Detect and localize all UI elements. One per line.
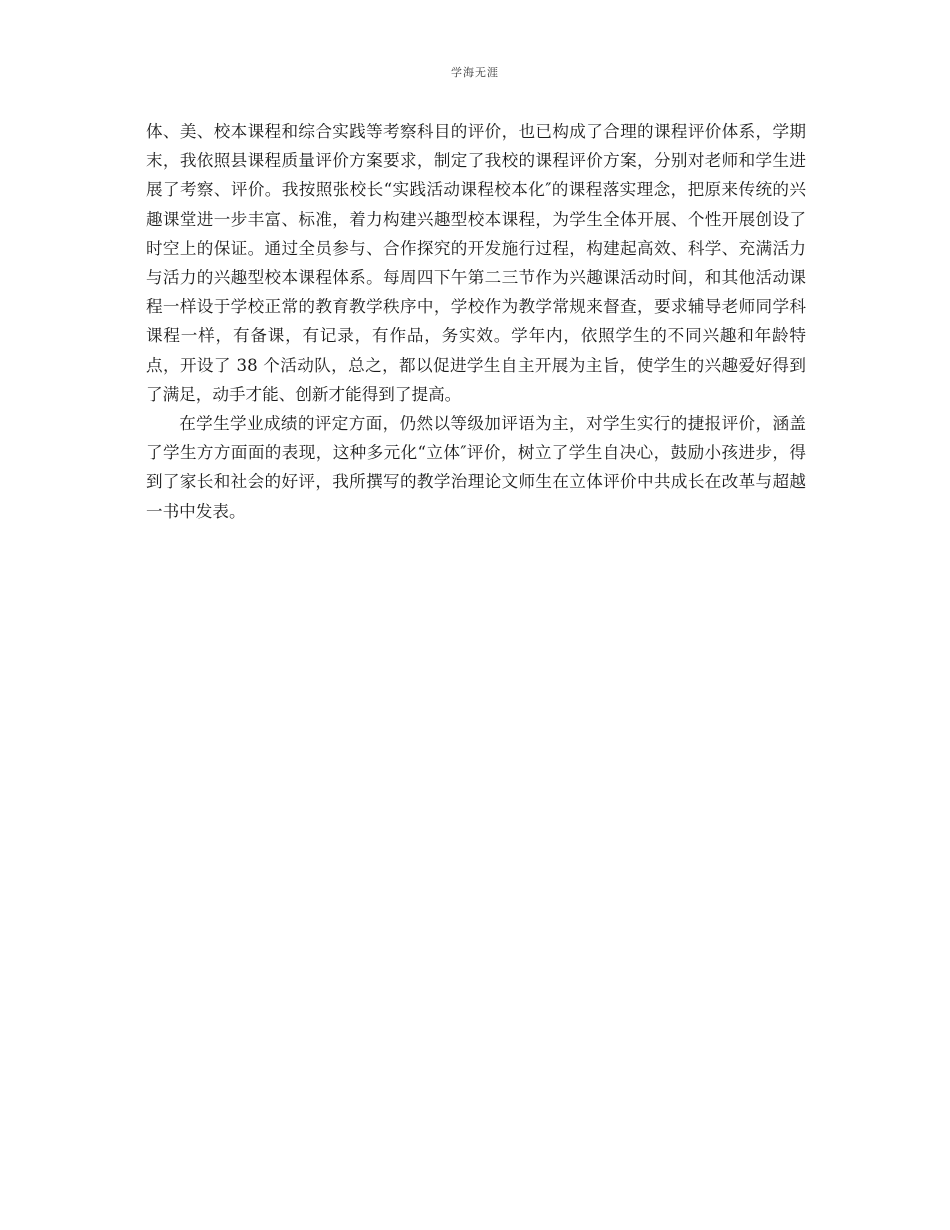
paragraph-evaluation: 在学生学业成绩的评定方面，仍然以等级加评语为主，对学生实行的捷报评价，涵盖了学生方方面面的表现，这种多元化“立体″评价，树立了学生自决心，鼓励小孩进步，得到了家长和社会的好评，我所撰写的教学治理论文师生在立体评价中共成长在改革与超越一书中发表。 [146, 414, 806, 521]
document-body [146, 117, 806, 526]
page-header: 学海无涯 [451, 66, 499, 79]
paragraph-continuation: 体、美、校本课程和综合实践等考察科目的评价，也已构成了合理的课程评价体系，学期末，我依照县课程质量评价方案要求，制定了我校的课程评价方案，分别对老师和学生进展了考察、评价。我按照张校长“实践活动课程校本化″的课程落实理念，把原来传统的兴趣课堂进一步丰富、标准，着力构建兴趣型校本课程，为学生全体开展、个性开展创设了时空上的保证。通过全员参与、合作探究的开发施行过程，构建起高效、科学、充满活力与活力的兴趣型校本课程体系。每周四下午第二三节作为兴趣课活动时间，和其他活动课程一样设于学校正常的教育教学秩序中，学校作为教学常规来督查，要求辅导老师同学科课程一样，有备课，有记录，有作品，务实效。学年内，依照学生的不同兴趣和年龄特点，开设了 38 个活动队，总之，都以促进学生自主开展为主旨，使学生的兴趣爱好得到了满足，动手才能、创新才能得到了提高。 [146, 122, 806, 404]
